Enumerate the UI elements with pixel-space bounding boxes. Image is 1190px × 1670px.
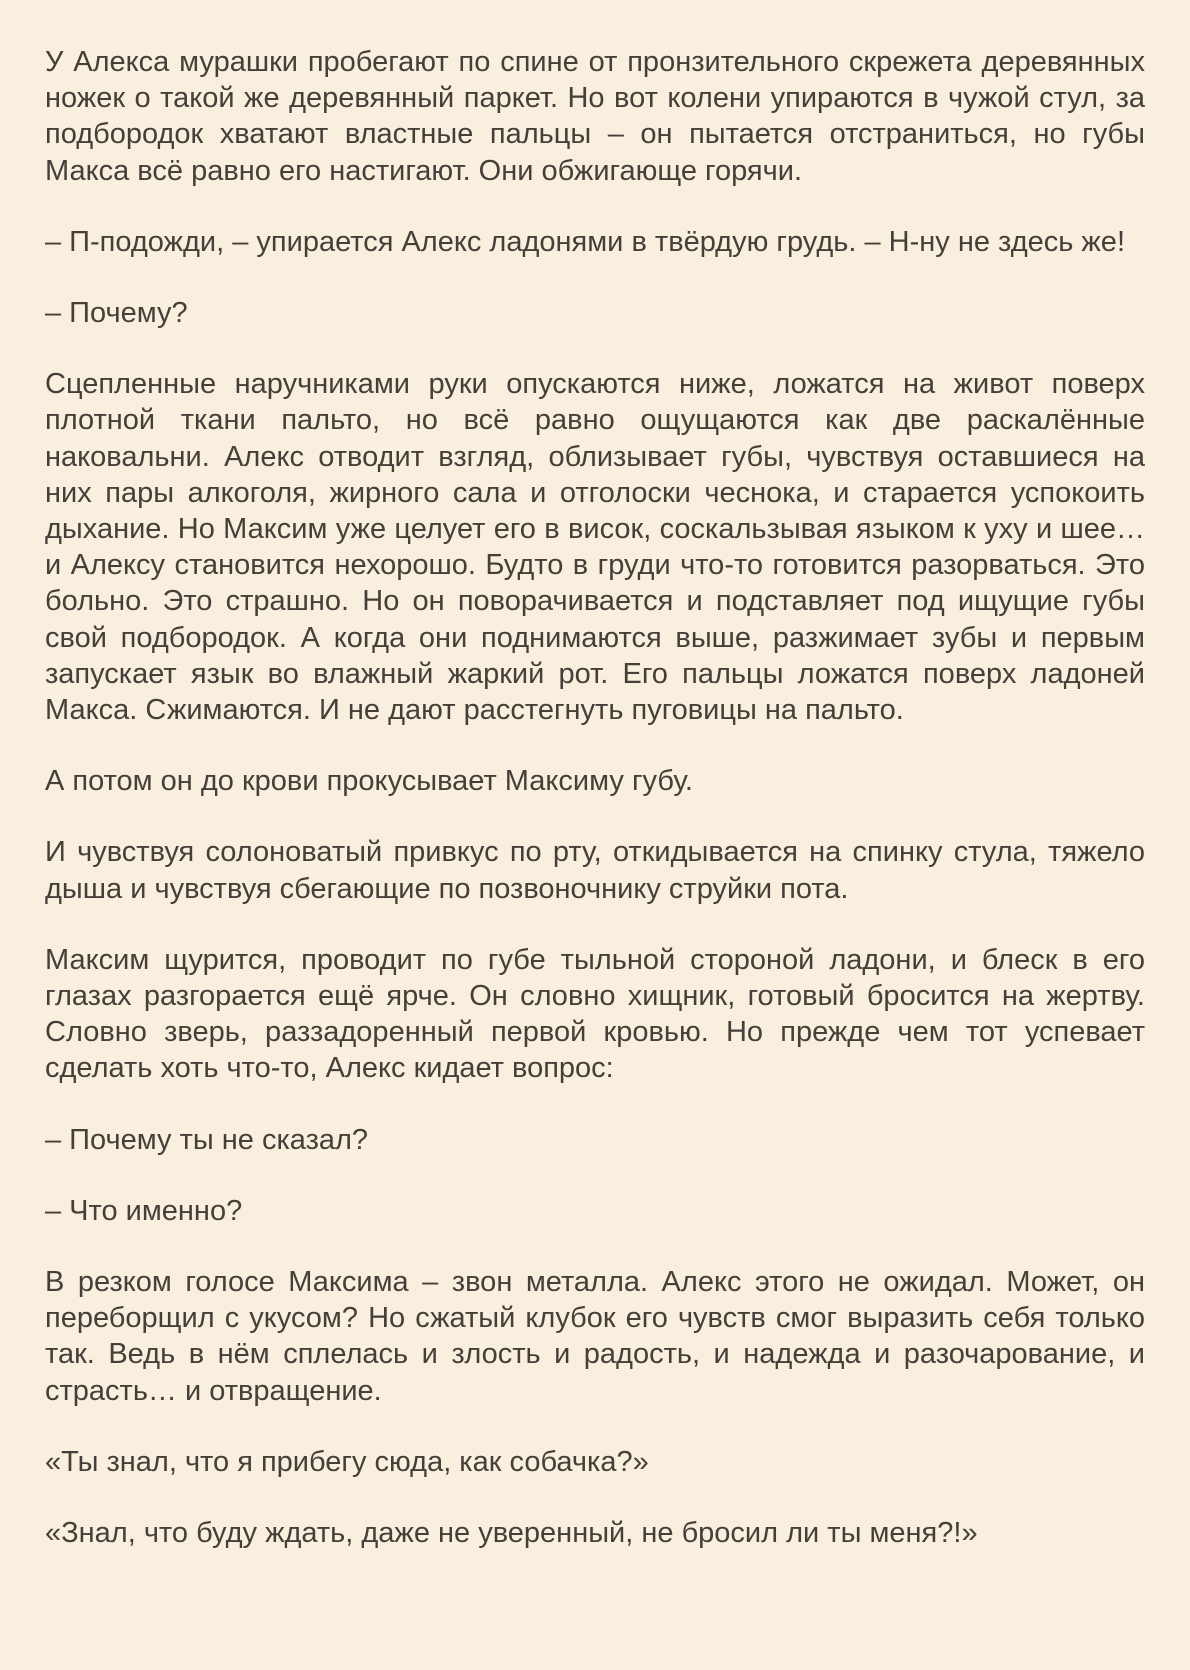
document-page (45, 44, 1145, 1551)
paragraph: У Алекса мурашки пробегают по спине от пронзительного скрежета деревянных ножек о такой же деревянный паркет. Но вот колени упираются в чужой стул, за подбородок хватают властные пальцы – он пытается отстраниться, но губы Макса всё равно его настигают. Они обжигающе горячи. (45, 46, 1145, 187)
paragraph: И чувствуя солоноватый привкус по рту, откидывается на спинку стула, тяжело дыша и чувствуя сбегающие по позвоночнику струйки пота. (45, 836, 1145, 905)
paragraph: В резком голосе Максима – звон металла. Алекс этого не ожидал. Может, он переборщил с укусом? Но сжатый клубок его чувств смог выразить себя только так. Ведь в нём сплелась и злость и радость, и надежда и разочарование, и страсть… и отвращение. (45, 1266, 1145, 1407)
paragraph: Максим щурится, проводит по губе тыльной стороной ладони, и блеск в его глазах разгорается ещё ярче. Он словно хищник, готовый бросится на жертву. Словно зверь, раззадоренный первой кровью. Но прежде чем тот успевает сделать хоть что-то, Алекс кидает вопрос: (45, 943, 1145, 1085)
paragraph: – П-подожди, – упирается Алекс ладонями в твёрдую грудь. – Н-ну не здесь же! (45, 225, 1125, 258)
paragraph: – Что именно? (45, 1194, 243, 1227)
paragraph: – Почему? (45, 297, 188, 330)
paragraph: – Почему ты не сказал? (45, 1123, 369, 1156)
paragraph: «Ты знал, что я прибегу сюда, как собачка?» (45, 1445, 649, 1478)
paragraph: «Знал, что буду ждать, даже не уверенный, не бросил ли ты меня?!» (45, 1517, 978, 1550)
paragraph: Сцепленные наручниками руки опускаются ниже, ложатся на живот поверх плотной ткани пальто, но всё равно ощущаются как две раскалённые наковальни. Алекс отводит взгляд, облизывает губы, чувствуя оставшиеся на них пары алкоголя, жирного сала и отголоски чеснока, и старается успокоить дыхание. Но Максим уже целует его в висок, соскальзывая языком к уху и шее… и Алексу становится нехорошо. Будто в груди что-то готовится разорваться. Это больно. Это страшно. Но он поворачивается и подставляет под ищущие губы свой подбородок. А когда они поднимаются выше, разжимает зубы и первым запускает язык во влажный жаркий рот. Его пальцы ложатся поверх ладоней Макса. Сжимаются. И не дают расстегнуть пуговицы на пальто. (45, 368, 1145, 727)
paragraph: А потом он до крови прокусывает Максиму губу. (45, 765, 693, 798)
